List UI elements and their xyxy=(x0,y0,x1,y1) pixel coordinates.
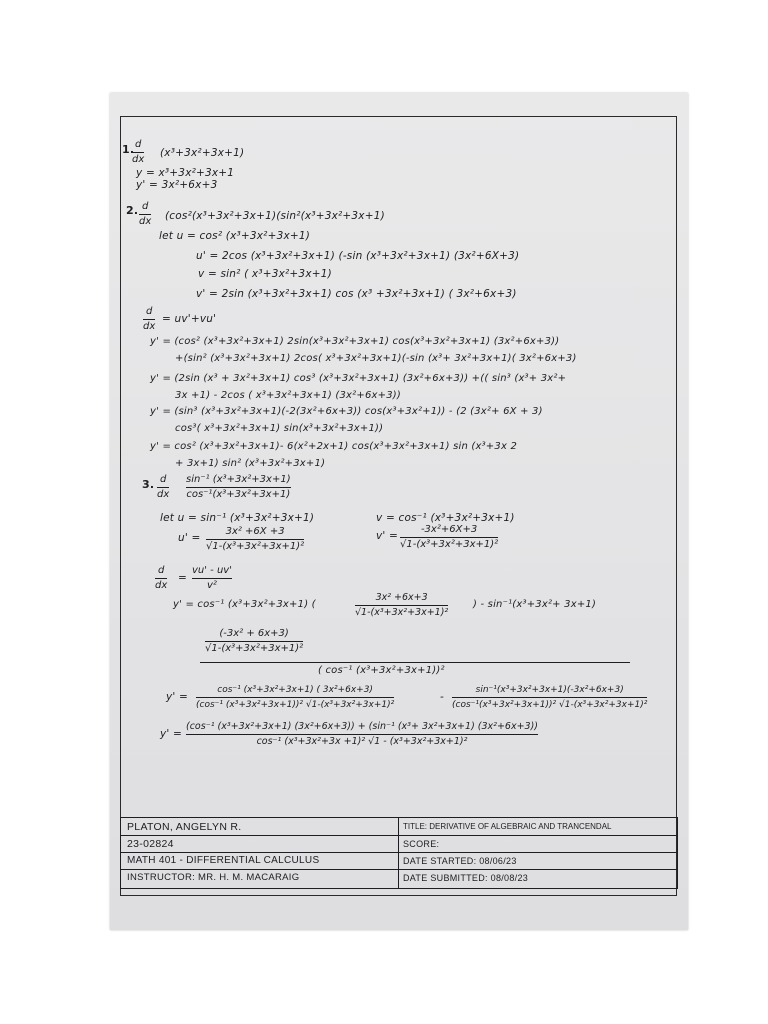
step-2b: 3x +1) - 2cos ( x³+3x²+3x+1) (3x²+6x+3)) xyxy=(175,390,401,401)
column-divider xyxy=(398,818,399,888)
student-name: PLATON, ANGELYN R. xyxy=(127,821,242,833)
operator-denominator: dx xyxy=(139,216,152,227)
fraction-denominator: √1-(x³+3x²+3x+1)² xyxy=(355,607,449,618)
step-3a: y' = (sin³ (x³+3x²+3x+1)(-2(3x²+6x+3)) cos(x³+3x²+1)) - (2 (3x²+ 6X + 3) xyxy=(150,406,543,417)
info-box xyxy=(120,817,678,889)
u-prime: u' = 2cos (x³+3x²+3x+1) (-sin (x³+3x²+3x+1) (3x²+6X+3) xyxy=(196,250,520,262)
step-3-fraction xyxy=(186,721,538,748)
operator-numerator: d xyxy=(141,201,149,212)
problem-number: 1. xyxy=(122,143,135,156)
derivative-operator xyxy=(132,139,144,166)
operator-denominator: dx xyxy=(132,154,145,165)
operator-numerator: d xyxy=(159,474,167,485)
fraction-numerator: vu' - uv' xyxy=(192,565,232,576)
course-name: MATH 401 - DIFFERENTIAL CALCULUS xyxy=(127,855,320,866)
v-definition: v = sin² ( x³+3x²+3x+1) xyxy=(198,268,332,280)
step-2-fraction-b xyxy=(452,684,647,711)
step-1a: y' = (cos² (x³+3x²+3x+1) 2sin(x³+3x²+3x+1) cos(x³+3x²+3x+1) (3x²+6x+3)) xyxy=(150,336,560,347)
score-label: SCORE: xyxy=(403,839,440,849)
fraction-denominator: √1-(x³+3x²+3x+1)² xyxy=(205,643,304,654)
v-prime: v' = 2sin (x³+3x²+3x+1) cos (x³ +3x²+3x+1) ( 3x²+6x+3) xyxy=(196,288,517,300)
fraction-denominator: cos⁻¹ (x³+3x²+3x +1)² √1 - (x³+3x²+3x+1)² xyxy=(256,736,468,747)
operator-numerator: d xyxy=(157,565,165,576)
fraction-denominator: √1-(x³+3x²+3x+1)² xyxy=(206,541,305,552)
step-1-right: ) - sin⁻¹(x³+3x²+ 3x+1) xyxy=(473,599,597,610)
quotient-rule xyxy=(192,565,232,592)
step-2-minus: - xyxy=(440,691,444,703)
step-2-label: y' = xyxy=(166,691,189,703)
fraction-numerator: sin⁻¹(x³+3x²+3x+1)(-3x²+6x+3) xyxy=(475,685,624,695)
main-fraction-bar xyxy=(200,662,630,663)
operator-denominator: dx xyxy=(157,489,170,500)
v-prime-fraction xyxy=(400,524,498,551)
fraction-numerator: cos⁻¹ (x³+3x²+3x+1) ( 3x²+6x+3) xyxy=(217,685,373,695)
expression: (cos²(x³+3x²+3x+1)(sin²(x³+3x²+3x+1) xyxy=(165,210,385,222)
derivative-operator xyxy=(139,201,151,228)
expression: (x³+3x²+3x+1) xyxy=(160,147,245,159)
operator-numerator: d xyxy=(145,306,153,317)
operator-numerator: d xyxy=(134,139,142,150)
product-rule: = uv'+vu' xyxy=(162,313,217,325)
fraction-numerator: (cos⁻¹ (x³+3x²+3x+1) (3x²+6x+3)) + (sin⁻¹ (x³+ 3x²+3x+1) (3x²+6x+3)) xyxy=(186,721,539,732)
step-4a: y' = cos² (x³+3x²+3x+1)- 6(x²+2x+1) cos(x³+3x²+3x+1) sin (x³+3x 2 xyxy=(150,441,518,452)
u-prime-label: u' = xyxy=(178,532,201,544)
fraction-numerator: -3x²+6X+3 xyxy=(420,524,478,535)
fraction-numerator: 3x² +6X +3 xyxy=(225,526,285,537)
step-3-label: y' = xyxy=(160,728,183,740)
fraction-denominator: √1-(x³+3x²+3x+1)² xyxy=(400,539,499,550)
step-3b: cos³( x³+3x²+3x+1) sin(x³+3x²+3x+1)) xyxy=(175,423,384,434)
step-1b: +(sin² (x³+3x²+3x+1) 2cos( x³+3x²+3x+1)(-sin (x³+ 3x²+3x+1)( 3x²+6x+3) xyxy=(175,353,577,364)
operator-denominator: dx xyxy=(143,321,156,332)
let-u: let u = sin⁻¹ (x³+3x²+3x+1) xyxy=(160,512,315,524)
date-started: DATE STARTED: 08/06/23 xyxy=(403,856,517,866)
row-divider xyxy=(121,869,677,870)
step-1-sub-fraction xyxy=(205,628,303,655)
step-2a: y' = (2sin (x³ + 3x²+3x+1) cos³ (x³+3x²+3x+1) (3x²+6x+3)) +(( sin³ (x³+ 3x²+ xyxy=(150,373,567,384)
u-prime-fraction xyxy=(206,526,304,553)
fraction-denominator: (cos⁻¹ (x³+3x²+3x+1))² √1-(x³+3x²+3x+1)² xyxy=(196,700,395,710)
v-definition: v = cos⁻¹ (x³+3x²+3x+1) xyxy=(376,512,515,524)
assignment-title: TITLE: DERIVATIVE OF ALGEBRAIC AND TRANCENDAL xyxy=(403,822,612,831)
quotient-expression xyxy=(186,474,291,501)
step-1-inner-fraction xyxy=(355,592,448,619)
fraction-denominator: v² xyxy=(207,580,217,591)
step-2-fraction-a xyxy=(196,684,394,711)
derivative-result: y' = 3x²+6x+3 xyxy=(136,179,218,191)
row-divider xyxy=(121,852,677,853)
quotient-denominator: cos⁻¹(x³+3x²+3x+1) xyxy=(186,489,291,500)
step-4b: + 3x+1) sin² (x³+3x²+3x+1) xyxy=(175,458,326,469)
step-1-main-denominator: ( cos⁻¹ (x³+3x²+3x+1))² xyxy=(318,665,445,676)
quotient-rule-operator xyxy=(155,565,167,592)
fraction-numerator: (-3x² + 6x+3) xyxy=(219,628,289,639)
function-line: y = x³+3x²+3x+1 xyxy=(136,167,235,179)
product-rule-operator xyxy=(143,306,155,333)
fraction-denominator: (cos⁻¹(x³+3x²+3x+1))² √1-(x³+3x²+3x+1)² xyxy=(452,700,648,710)
derivative-operator xyxy=(157,474,169,501)
step-1-left: y' = cos⁻¹ (x³+3x²+3x+1) ( xyxy=(173,599,316,610)
instructor-name: INSTRUCTOR: MR. H. M. MACARAIG xyxy=(127,872,300,883)
problem-number: 2. xyxy=(126,204,139,217)
quotient-rule-equals: = xyxy=(178,572,187,584)
fraction-numerator: 3x² +6x+3 xyxy=(375,592,428,603)
operator-denominator: dx xyxy=(155,580,168,591)
problem-number: 3. xyxy=(142,478,155,491)
v-prime-label: v' = xyxy=(376,530,399,542)
student-id: 23-02824 xyxy=(127,838,174,850)
quotient-numerator: sin⁻¹ (x³+3x²+3x+1) xyxy=(186,474,291,485)
row-divider xyxy=(121,835,677,836)
date-submitted: DATE SUBMITTED: 08/08/23 xyxy=(403,873,529,883)
let-u: let u = cos² (x³+3x²+3x+1) xyxy=(159,230,311,242)
